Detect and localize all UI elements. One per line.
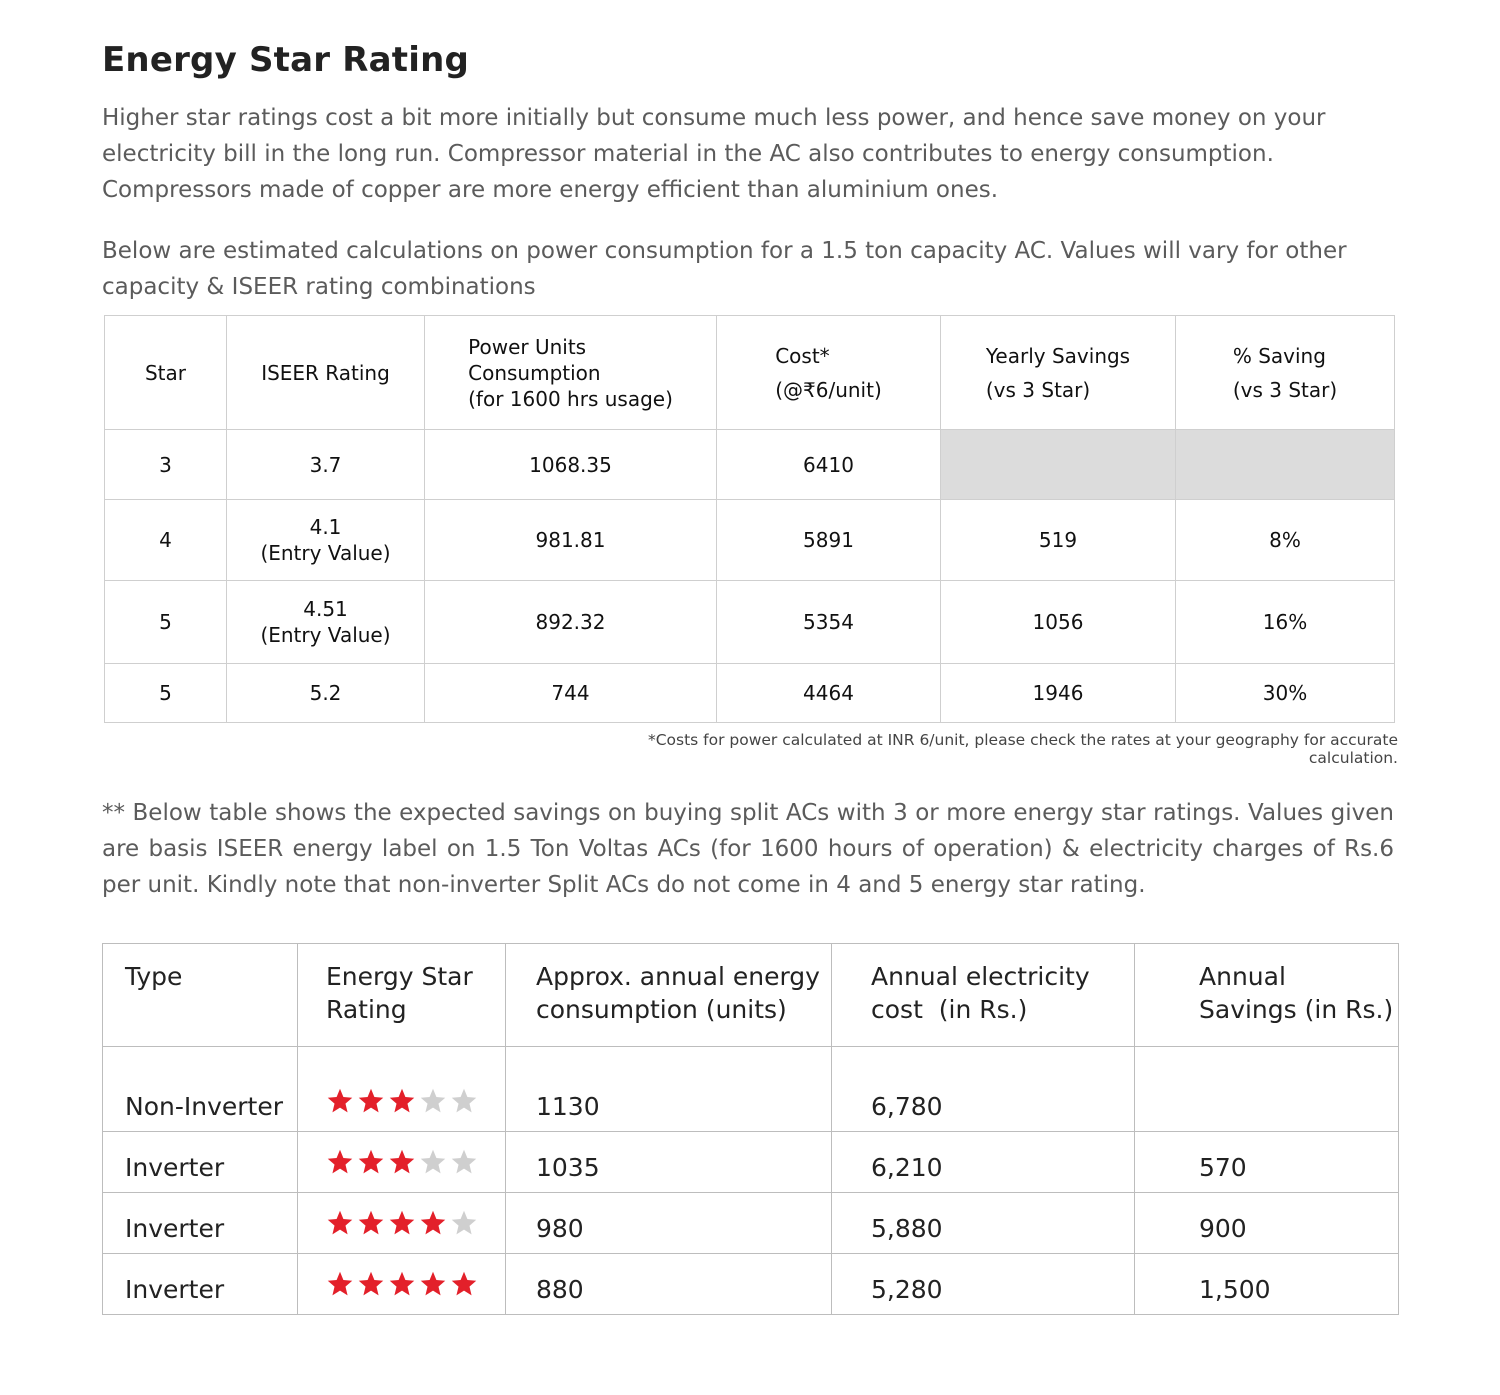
cell-consumption: 880 <box>506 1254 832 1315</box>
intro-paragraph: Higher star ratings cost a bit more initially but consume much less power, and hence save money on your electricity bill in the long run. Compressor material in the AC also contributes to energy consumption. Compressors made of copper are more energy efficient than aluminium ones. <box>102 105 1326 203</box>
cell-cost: 5,280 <box>832 1254 1135 1315</box>
table-row <box>105 581 1395 664</box>
cell-star-rating <box>298 1193 506 1254</box>
star-empty-icon <box>419 1087 447 1115</box>
table-row <box>103 1132 1399 1193</box>
cell-units: 1068.35 <box>425 430 717 500</box>
star-filled-icon <box>419 1209 447 1237</box>
table-row <box>105 664 1395 723</box>
table-header-row <box>105 316 1395 430</box>
cell-star-rating <box>298 1254 506 1315</box>
cell-star: 5 <box>105 581 227 664</box>
header-star: Star <box>105 316 227 430</box>
cell-type: Inverter <box>103 1132 298 1193</box>
star-rating <box>326 1087 478 1115</box>
cell-cost: 6,780 <box>832 1047 1135 1132</box>
star-filled-icon <box>388 1270 416 1298</box>
table-row <box>103 1047 1399 1132</box>
cell-savings-blank <box>941 430 1176 500</box>
cell-pct: 8% <box>1176 500 1395 581</box>
header-pct-saving: % Saving (vs 3 Star) <box>1176 316 1395 430</box>
cell-pct-blank <box>1176 430 1395 500</box>
cell-star: 3 <box>105 430 227 500</box>
table-row <box>105 500 1395 581</box>
cell-savings: 1056 <box>941 581 1176 664</box>
star-filled-icon <box>326 1209 354 1237</box>
star-filled-icon <box>326 1270 354 1298</box>
cell-iseer: 4.1 (Entry Value) <box>227 500 425 581</box>
star-empty-icon <box>450 1087 478 1115</box>
page-title: Energy Star Rating <box>102 40 470 80</box>
star-filled-icon <box>419 1270 447 1298</box>
cell-units: 981.81 <box>425 500 717 581</box>
cost-footnote: *Costs for power calculated at INR 6/unit, please check the rates at your geography for accurate calculation. <box>647 731 1398 767</box>
star-filled-icon <box>357 1087 385 1115</box>
cell-consumption: 1130 <box>506 1047 832 1132</box>
annual-savings-table <box>102 943 1399 1315</box>
star-filled-icon <box>388 1148 416 1176</box>
header-energy-star-rating: Energy Star Rating <box>298 944 506 1047</box>
cell-iseer: 5.2 <box>227 664 425 723</box>
table-row <box>103 1254 1399 1315</box>
header-annual-consumption: Approx. annual energy consumption (units) <box>506 944 832 1047</box>
header-yearly-savings: Yearly Savings (vs 3 Star) <box>941 316 1176 430</box>
table-row <box>103 1193 1399 1254</box>
cell-units: 892.32 <box>425 581 717 664</box>
star-rating <box>326 1148 478 1176</box>
star-filled-icon <box>326 1087 354 1115</box>
cell-cost: 4464 <box>717 664 941 723</box>
cell-star-rating <box>298 1047 506 1132</box>
cell-iseer: 3.7 <box>227 430 425 500</box>
cell-cost: 5891 <box>717 500 941 581</box>
star-empty-icon <box>450 1209 478 1237</box>
calculation-note: Below are estimated calculations on power consumption for a 1.5 ton capacity AC. Values will vary for other capacity & ISEER rating combinations <box>102 238 1347 300</box>
cell-pct: 30% <box>1176 664 1395 723</box>
star-filled-icon <box>326 1148 354 1176</box>
cell-consumption: 1035 <box>506 1132 832 1193</box>
star-rating <box>326 1209 478 1237</box>
star-filled-icon <box>388 1209 416 1237</box>
cell-savings: 519 <box>941 500 1176 581</box>
cell-type: Non-Inverter <box>103 1047 298 1132</box>
table-header-row <box>103 944 1399 1047</box>
cell-cost: 6,210 <box>832 1132 1135 1193</box>
cell-type: Inverter <box>103 1193 298 1254</box>
header-cost: Cost* (@₹6/unit) <box>717 316 941 430</box>
cell-iseer: 4.51 (Entry Value) <box>227 581 425 664</box>
cell-savings <box>1135 1047 1399 1132</box>
iseer-rating-table <box>104 315 1395 723</box>
header-type: Type <box>103 944 298 1047</box>
cell-units: 744 <box>425 664 717 723</box>
cell-pct: 16% <box>1176 581 1395 664</box>
cell-cost: 6410 <box>717 430 941 500</box>
star-filled-icon <box>357 1148 385 1176</box>
cell-type: Inverter <box>103 1254 298 1315</box>
cell-savings: 1946 <box>941 664 1176 723</box>
star-filled-icon <box>357 1270 385 1298</box>
header-annual-cost: Annual electricity cost (in Rs.) <box>832 944 1135 1047</box>
cell-star: 4 <box>105 500 227 581</box>
cell-star-rating <box>298 1132 506 1193</box>
star-empty-icon <box>450 1148 478 1176</box>
cell-cost: 5354 <box>717 581 941 664</box>
cell-consumption: 980 <box>506 1193 832 1254</box>
star-filled-icon <box>450 1270 478 1298</box>
cell-savings: 1,500 <box>1135 1254 1399 1315</box>
header-annual-savings: Annual Savings (in Rs.) <box>1135 944 1399 1047</box>
star-empty-icon <box>419 1148 447 1176</box>
cell-cost: 5,880 <box>832 1193 1135 1254</box>
savings-note: ** Below table shows the expected savings on buying split ACs with 3 or more energy star ratings. Values given are basis ISEER energy label on 1.5 Ton Voltas ACs (for 1600 hours of operation) & electricity charges of Rs.6 per unit. Kindly note that non-inverter Split ACs do not come in 4 and 5 energy star rating. <box>102 800 1394 898</box>
star-filled-icon <box>357 1209 385 1237</box>
cell-star: 5 <box>105 664 227 723</box>
table-row <box>105 430 1395 500</box>
cell-savings: 570 <box>1135 1132 1399 1193</box>
header-iseer-rating: ISEER Rating <box>227 316 425 430</box>
cell-savings: 900 <box>1135 1193 1399 1254</box>
star-filled-icon <box>388 1087 416 1115</box>
star-rating <box>326 1270 478 1298</box>
header-power-units: Power Units Consumption (for 1600 hrs usage) <box>425 316 717 430</box>
